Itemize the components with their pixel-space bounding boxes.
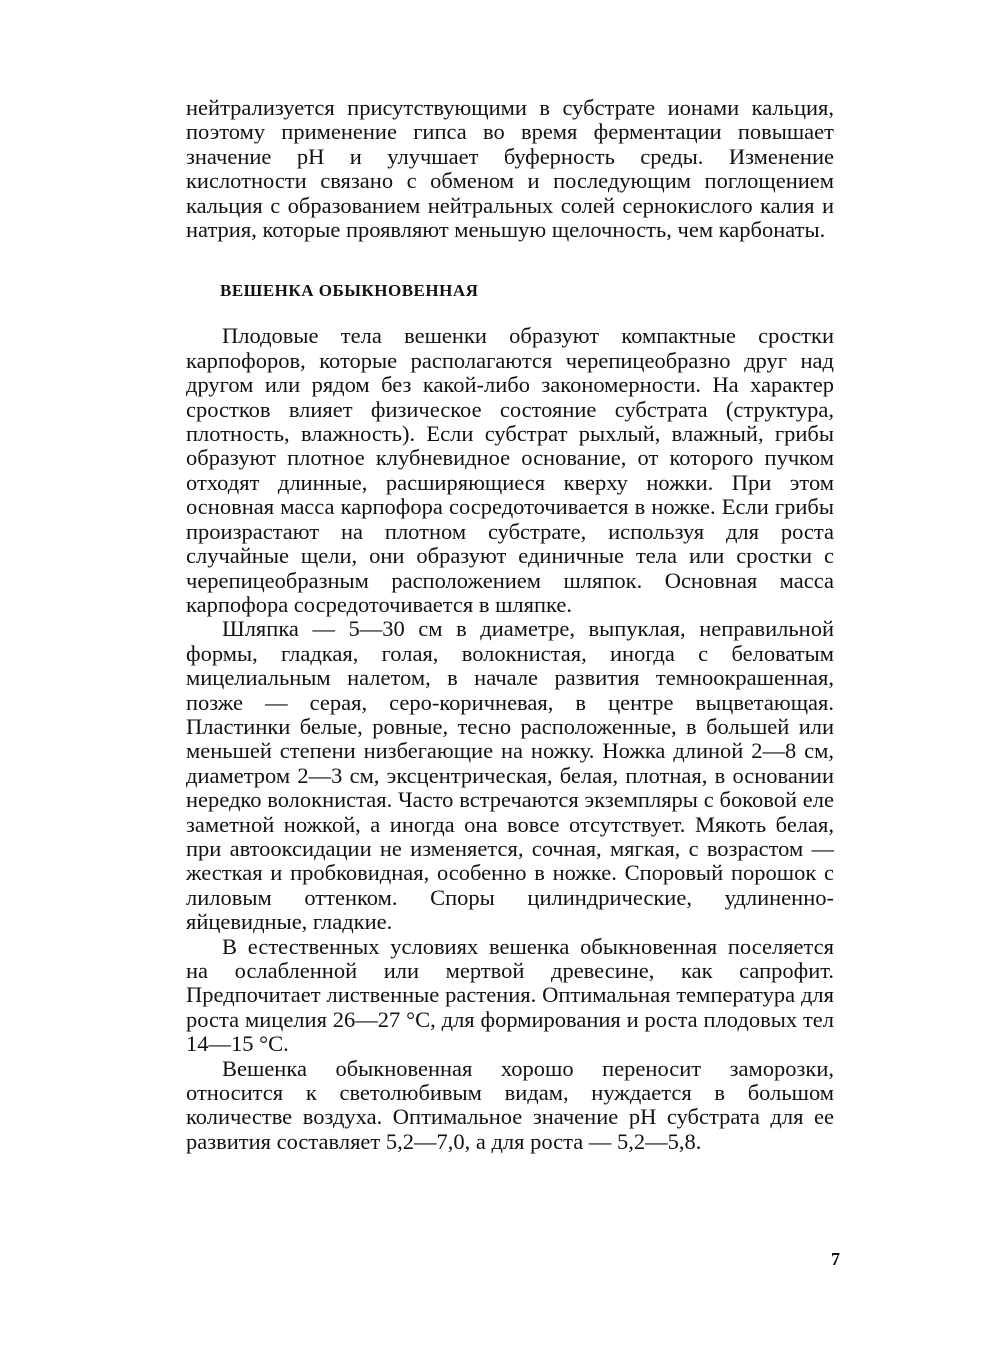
body-paragraph: Вешенка обыкновенная хорошо переносит заморозки, относится к светолюбивым видам, нуждается в большом количестве воздуха. Оптимальное значение pH субстрата для ее развития составляет 5,2—7,0, а для роста — 5,2—5,8. [186,1055,834,1154]
section-heading: ВЕШЕНКА ОБЫКНОВЕННАЯ [220,281,479,301]
intro-paragraph: нейтрализуется присутствующими в субстрате ионами кальция, поэтому применение гипса во время ферментации повышает значение pH и улучшает буферность среды. Изменение кислотности связано с обменом и последующим поглощением кальция с образованием нейтральных солей сернокислого калия и натрия, которые проявляют меньшую щелочность, чем карбонаты. [186,95,834,243]
body-paragraph: Шляпка — 5—30 см в диаметре, выпуклая, неправильной формы, гладкая, голая, волокнистая, иногда с беловатым мицелиальным налетом, в начале развития темноокрашенная, позже — серая, серо-коричневая, в центре выцветающая. Пластинки белые, ровные, тесно расположенные, в большей или меньшей степени низбегающие на ножку. Ножка длиной 2—8 см, диаметром 2—3 см, эксцентрическая, белая, плотная, в основании нередко волокнистая. Часто встречаются экземпляры с боковой еле заметной ножкой, а иногда она вовсе отсутствует. Мякоть белая, при автооксидации не изменяется, сочная, мягкая, с возрастом — жесткая и пробковидная, особенно в ножке. Споровый порошок с лиловым оттенком. Споры цилиндрические, удлиненно-яйцевидные, гладкие. [186,616,834,935]
section-body [186,324,834,1154]
page-content [186,96,834,1154]
body-paragraph: Плодовые тела вешенки образуют компактные сростки карпофоров, которые располагаются черепицеобразно друг над другом или рядом без какой-либо закономерности. На характер сростков влияет физическое состояние субстрата (структура, плотность, влажность). Если субстрат рыхлый, влажный, грибы образуют плотное клубневидное основание, от которого пучком отходят длинные, расширяющиеся кверху ножки. При этом основная масса карпофора сосредоточивается в ножке. Если грибы произрастают на плотном субстрате, используя для роста случайные щели, они образуют единичные тела или сростки с черепицеобразным расположением шляпок. Основная масса карпофора сосредоточивается в шляпке. [186,323,834,617]
body-paragraph: В естественных условиях вешенка обыкновенная поселяется на ослабленной или мертвой древесине, как сапрофит. Предпочитает лиственные растения. Оптимальная температура для роста мицелия 26—27 °С, для формирования и роста плодовых тел 14—15 °С. [186,933,834,1057]
page-number: 7 [831,1249,840,1269]
